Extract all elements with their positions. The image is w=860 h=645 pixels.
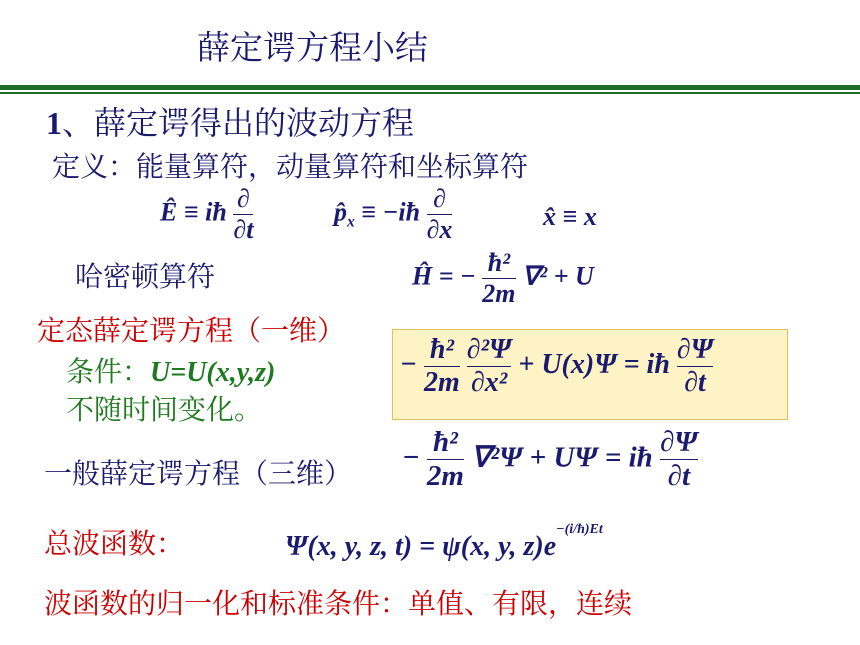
section-number: 1 xyxy=(46,105,62,141)
stationary-condition-note: 不随时间变化。 xyxy=(66,393,263,426)
hamiltonian-rhs: ∇² + U xyxy=(522,261,594,291)
general-eq-frac1-den: 2m xyxy=(426,460,464,493)
momentum-operator-mid: ≡ −iħ xyxy=(354,197,421,227)
stationary-condition xyxy=(66,350,275,390)
energy-operator-den: ∂t xyxy=(233,214,254,244)
hamiltonian-label: 哈密顿算符 xyxy=(75,260,216,293)
energy-operator-fraction xyxy=(233,184,253,245)
momentum-operator-lhs: p̂ xyxy=(334,197,347,227)
stationary-condition-expr: U=U(x,y,z) xyxy=(150,357,276,388)
general-label: 一般薛定谔方程（三维） xyxy=(44,457,353,490)
stationary-eq-frac3 xyxy=(677,334,713,399)
energy-operator xyxy=(160,184,253,245)
definition-label: 定义：能量算符，动量算符和坐标算符 xyxy=(52,150,529,183)
stationary-eq-frac3-den: ∂t xyxy=(677,366,713,399)
stationary-eq-frac3-num: ∂Ψ xyxy=(676,334,714,365)
hamiltonian-fraction xyxy=(482,248,515,309)
total-wave-equation xyxy=(285,522,603,563)
stationary-eq-frac1-den: 2m xyxy=(423,367,460,399)
position-operator: x̂ ≡ x xyxy=(543,202,597,231)
total-wave-expr: Ψ(x, y, z, t) = ψ(x, y, z)e xyxy=(285,531,557,562)
stationary-eq-frac2-den: ∂x² xyxy=(467,366,512,399)
section-heading xyxy=(46,98,414,144)
general-eq-frac1-num: ħ² xyxy=(432,426,458,458)
title-divider-thick xyxy=(0,85,860,90)
stationary-eq-frac1-num: ħ² xyxy=(429,334,454,365)
general-eq-frac2 xyxy=(660,426,698,494)
stationary-condition-label: 条件： xyxy=(66,355,151,388)
hamiltonian-den: 2m xyxy=(482,278,516,308)
momentum-operator-sub: x xyxy=(347,213,355,231)
energy-operator-lhs: Ê ≡ iħ xyxy=(160,197,227,227)
total-wave-exponent: −(i/ħ)Et xyxy=(556,522,603,537)
stationary-equation xyxy=(400,334,713,399)
hamiltonian-lhs: Ĥ = − xyxy=(412,261,476,291)
hamiltonian-equation xyxy=(412,248,594,309)
general-equation xyxy=(402,426,698,494)
stationary-eq-mid: + U(x)Ψ = iħ xyxy=(518,349,670,381)
stationary-eq-frac2 xyxy=(467,334,512,399)
momentum-operator-num: ∂ xyxy=(433,184,446,213)
general-eq-mid: ∇²Ψ + UΨ = iħ xyxy=(471,441,653,474)
momentum-operator-fraction xyxy=(427,184,453,245)
stationary-eq-minus: − xyxy=(400,349,417,381)
general-eq-frac2-den: ∂t xyxy=(660,459,698,493)
momentum-operator-den: ∂x xyxy=(426,214,453,244)
normalization-conditions: 波函数的归一化和标准条件：单值、有限，连续 xyxy=(44,587,633,620)
general-eq-frac1 xyxy=(427,426,464,494)
stationary-eq-frac2-num: ∂²Ψ xyxy=(466,334,512,365)
section-heading-text: 、薛定谔得出的波动方程 xyxy=(62,104,415,142)
hamiltonian-num: ħ² xyxy=(487,248,511,277)
energy-operator-num: ∂ xyxy=(236,184,250,213)
title-divider-thin xyxy=(0,92,860,94)
total-wave-label: 总波函数： xyxy=(44,527,185,560)
momentum-operator xyxy=(334,184,452,245)
stationary-label: 定态薛定谔方程（一维） xyxy=(37,314,346,347)
stationary-eq-frac1 xyxy=(424,334,460,399)
general-eq-frac2-num: ∂Ψ xyxy=(660,426,698,458)
general-eq-minus: − xyxy=(402,441,420,474)
slide-title: 薛定谔方程小结 xyxy=(197,28,428,67)
